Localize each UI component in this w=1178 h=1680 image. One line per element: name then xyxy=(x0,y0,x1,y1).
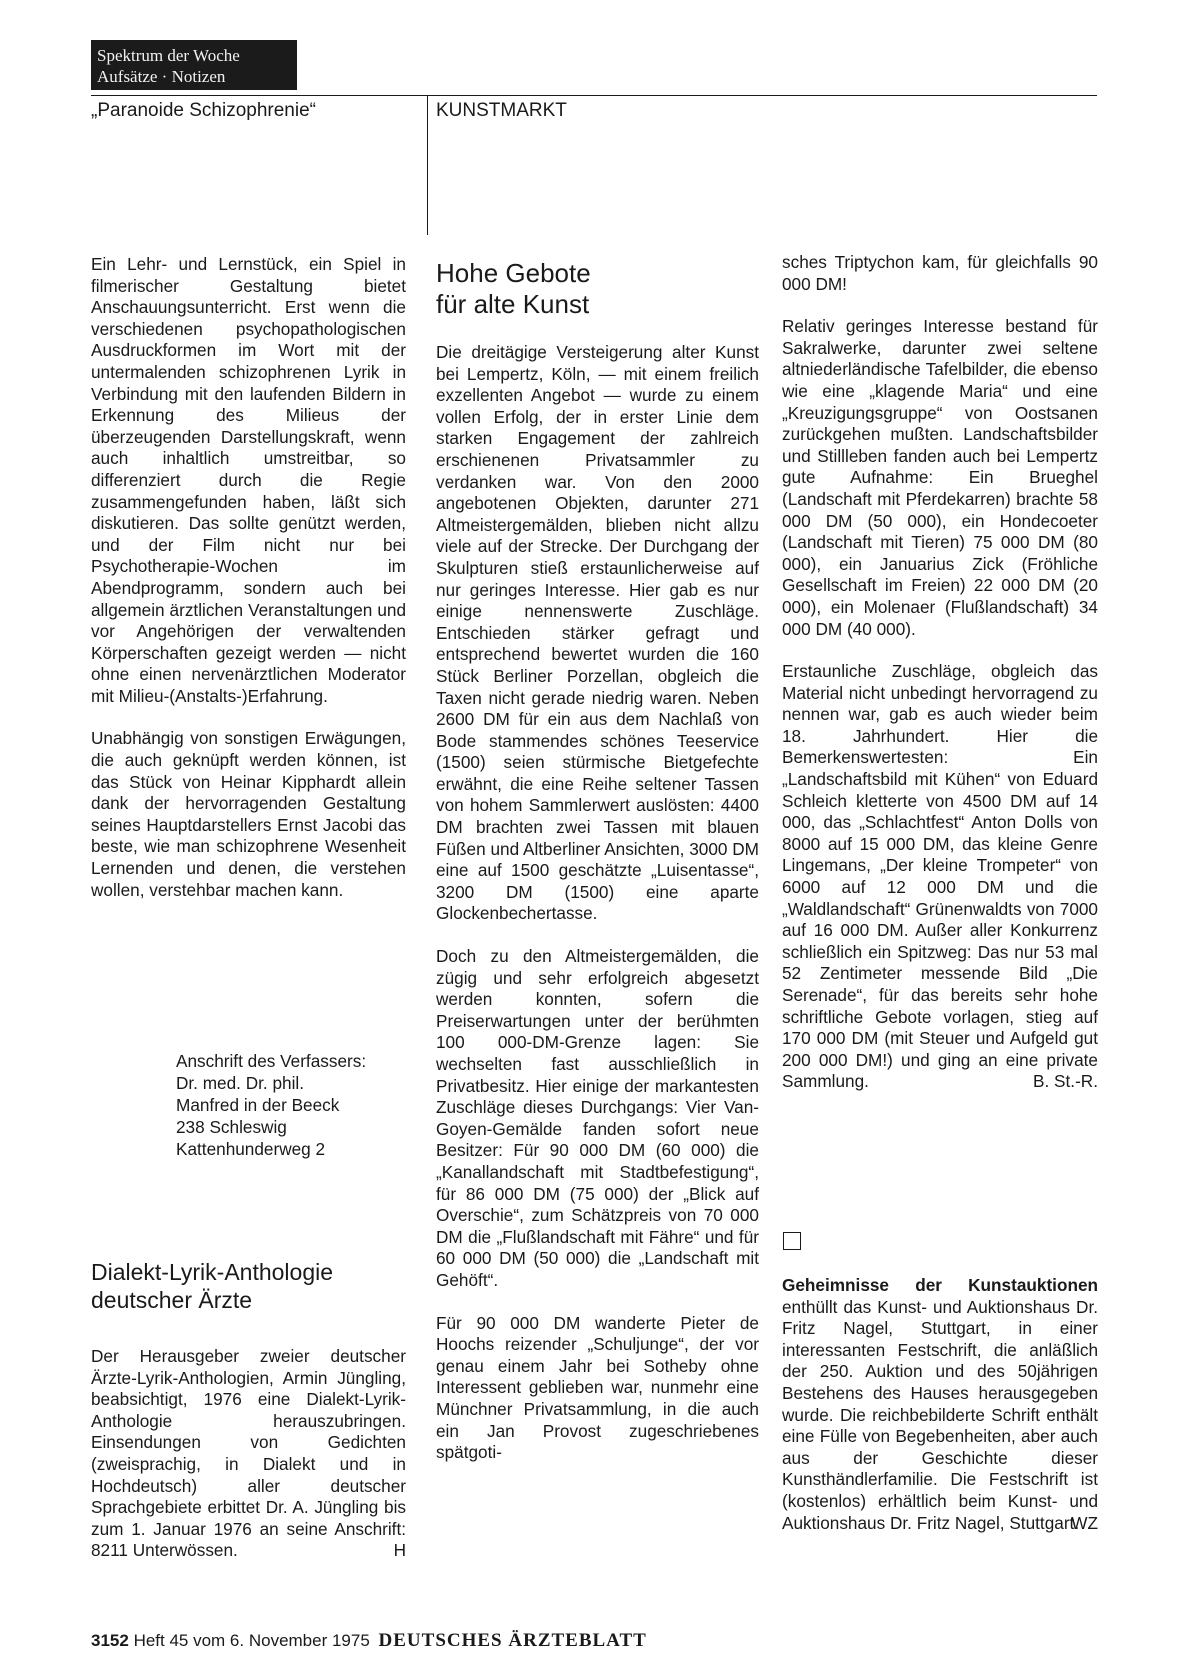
author-address xyxy=(176,1050,366,1160)
page-number: 3152 xyxy=(91,1631,129,1650)
paragraph: Ein Lehr- und Lernstück, ein Spiel in filmerischer Gestaltung bietet Anschauungsunterricht. Erst wenn die verschiedenen psychopathologischen Ausdruckformen im Wort mit der untermalenden schizophrenen Lyrik in Verbindung mit den laufenden Bildern in Erkennung des Milieus der überzeugenden Darstellungskraft, wenn auch inhaltlich umstreitbar, so differenziert durch die Regie zusammengefunden haben, läßt sich diskutieren. Das sollte genützt werden, und der Film nicht nur bei Psychotherapie-Wochen im Abendprogramm, sondern auch bei allgemein ärztlichen Veranstaltungen und vor Angehörigen der verwaltenden Körperschaften gezeigt werden — nicht ohne einen nervenärztlichen Moderator mit Milieu-(Anstalts-)Erfahrung. xyxy=(91,254,406,706)
kunstmarkt-column-2 xyxy=(436,342,759,1485)
masthead xyxy=(91,40,297,90)
notice-article xyxy=(782,1275,1098,1534)
dialekt-headline xyxy=(91,1258,333,1314)
address-line: Anschrift des Verfassers: xyxy=(176,1051,367,1071)
notice-text: enthüllt das Kunst- und Auktionshaus Dr. Fritz Nagel, Stuttgart, in einer interessanten Festschrift, die anläßlich der 250. Auktion und des 50jährigen Bestehens des Hauses herausgegeben wurde. Die reichbebilderte Schrift enthält eine Fülle von Begebenheiten, aber auch aus der Geschichte dieser Kunsthändlerfamilie. Die Festschrift ist (kostenlos) erhältlich beim Kunst- und Auktionshaus Dr. Fritz Nagel, Stuttgart. xyxy=(782,1296,1098,1533)
masthead-line2: Aufsätze · Notizen xyxy=(97,67,226,86)
paragraph: Relativ geringes Interesse bestand für Sakralwerke, darunter zwei seltene altniederländische Tafelbilder, die ebenso wie eine „klagende Maria“ und eine „Kreuzigungsgruppe“ von Oostsanen zurückgehen mußten. Landschaftsbilder und Stillleben fanden auch bei Lempertz gute Aufnahme: Ein Brueghel (Landschaft mit Pferdekarren) brachte 58 000 DM (50 000), ein Hondecoeter (Landschaft mit Tieren) 75 000 DM (80 000), ein Januarius Zick (Fröhliche Gesellschaft im Freien) 22 000 DM (20 000), ein Molenaer (Flußlandschaft) 34 000 DM (40 000). xyxy=(782,316,1098,639)
paragraph: Für 90 000 DM wanderte Pieter de Hoochs reizender „Schuljunge“, der vor genau einem Jahr bei Sotheby ohne Interessent geblieben war, nunmehr eine Münchner Privatsammlung, in die auch ein Jan Provost zugeschriebenes spätgoti- xyxy=(436,1312,759,1463)
address-line: Dr. med. Dr. phil. xyxy=(176,1073,304,1093)
address-line: Kattenhunderweg 2 xyxy=(176,1139,326,1159)
magazine-name: DEUTSCHES ÄRZTEBLATT xyxy=(378,1630,647,1651)
column-divider xyxy=(427,95,428,235)
notice-lead: Geheimnisse der Kunstauktionen xyxy=(782,1275,1098,1295)
kunstmarkt-column-3 xyxy=(782,252,1098,1093)
issue-info: Heft 45 vom 6. November 1975 xyxy=(133,1631,370,1650)
page-footer xyxy=(91,1630,647,1652)
signature: B. St.-R. xyxy=(1033,1071,1098,1092)
headline-line: für alte Kunst xyxy=(436,289,590,319)
paragraph: Der Herausgeber zweier deutscher Ärzte-Lyrik-Anthologien, Armin Jüngling, beabsichtigt, 1976 eine Dialekt-Lyrik-Anthologie herauszubringen. Einsendungen von Gedichten (zweisprachig, in Dialekt und in Hochdeutsch) aller deutscher Sprachgebiete erbittet Dr. A. Jüngling bis zum 1. Januar 1976 an seine Anschrift: 8211 Unterwössen. xyxy=(91,1346,406,1561)
headline-line: deutscher Ärzte xyxy=(91,1287,253,1313)
header-rule xyxy=(91,95,1097,96)
address-line: Manfred in der Beeck xyxy=(176,1095,340,1115)
rubric-left: „Paranoide Schizophrenie“ xyxy=(91,100,316,121)
masthead-line1: Spektrum der Woche xyxy=(97,46,240,65)
paragraph: Die dreitägige Versteigerung alter Kunst bei Lempertz, Köln, — mit einem freilich exzellenten Angebot — wurde zu einem vollen Erfolg, der in erster Linie dem starken Engagement der zahlreich erschienenen Privatsammler zu verdanken war. Von den 2000 angebotenen Objekten, darunter 271 Altmeistergemälden, blieben nicht allzu viele auf der Strecke. Der Durchgang der Skulpturen stieß erstaunlicherweise auf nur geringes Interesse. Hier gab es nur einige nennenswerte Zuschläge. Entschieden stärker gefragt und entsprechend bewertet wurden die 160 Stück Berliner Porzellan, obgleich die Taxen nicht gerade niedrig waren. Neben 2600 DM für ein aus dem Nachlaß von Bode stammendes schönes Teeservice (1500) seien stürmische Bietgefechte erwähnt, die eine Reihe seltener Tassen von hohem Sammlerwert auslösten: 4400 DM brachten zwei Tassen mit blauen Füßen und Altberliner Ansichten, 3000 DM eine auf 1500 geschätzte „Luisentasse“, 3200 DM (1500) eine aparte Glockenbechertasse. xyxy=(436,342,759,924)
paragraph: Doch zu den Altmeistergemälden, die zügig und sehr erfolgreich abgesetzt werden konnten, sofern die Preiserwartungen unter der berühmten 100 000-DM-Grenze lagen: Sie wechselten fast ausschließlich in Privatbesitz. Hier einige der markantesten Zuschläge dieses Durchgangs: Vier Van-Goyen-Gemälde fanden sofort neue Besitzer: Für 90 000 DM (60 000) die „Kanallandschaft mit Stadtbefestigung“, für 86 000 DM (75 000) der „Blick auf Overschie“, zum Schätzpreis von 70 000 DM die „Flußlandschaft mit Fähre“ und für 60 000 DM (50 000) die „Landschaft mit Gehöft“. xyxy=(436,946,759,1290)
rubric-right: KUNSTMARKT xyxy=(436,100,567,121)
dialekt-article xyxy=(91,1346,406,1562)
signature: WZ xyxy=(1071,1512,1098,1533)
paragraph: Erstaunliche Zuschläge, obgleich das Material nicht unbedingt hervorragend zu nennen war, gab es auch wieder beim 18. Jahrhundert. Hier die Bemerkenswertesten: Ein „Landschaftsbild mit Kühen“ von Eduard Schleich kletterte von 4500 DM auf 14 000, das „Schlachtfest“ Anton Dolls von 8000 auf 15 000 DM, das kleine Genre Lingemans, „Der kleine Trompeter“ von 6000 auf 12 000 DM und die „Waldlandschaft“ Grünenwaldts von 7000 auf 16 000 DM. Außer aller Konkurrenz schließlich ein Spitzweg: Das nur 53 mal 52 Zentimeter messende Bild „Die Serenade“, für das bereits sehr hohe schriftliche Gebote vorlagen, stieg auf 170 000 DM (mit Steuer und Aufgeld gut 200 000 DM!) und ging an eine private Sammlung. xyxy=(782,661,1098,1092)
section-square-icon xyxy=(783,1232,801,1250)
headline-line: Dialekt-Lyrik-Anthologie xyxy=(91,1259,334,1285)
paragraph: sches Triptychon kam, für gleichfalls 90 000 DM! xyxy=(782,252,1098,294)
headline-line: Hohe Gebote xyxy=(436,258,591,288)
left-article xyxy=(91,254,406,922)
paragraph: Unabhängig von sonstigen Erwägungen, die auch geknüpft werden können, ist das Stück von Heinar Kipphardt allein dank der hervorragenden Gestaltung seines Hauptdarstellers Ernst Jacobi das beste, wie man schizophrene Wesenheit Lernenden und denen, die verstehen wollen, verstehbar machen kann. xyxy=(91,728,406,900)
kunstmarkt-headline xyxy=(436,258,591,320)
address-line: 238 Schleswig xyxy=(176,1117,287,1137)
signature: H xyxy=(393,1540,406,1561)
